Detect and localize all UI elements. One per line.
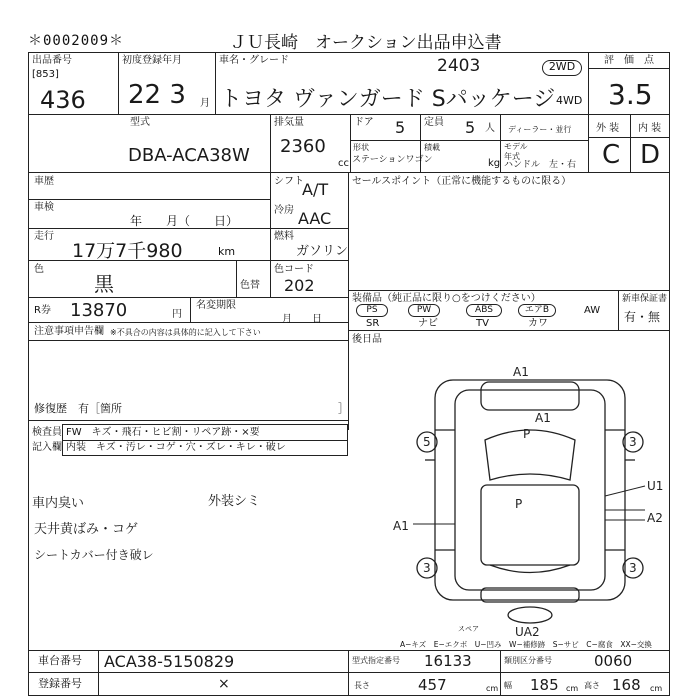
equip-airbag: エアB bbox=[518, 304, 556, 317]
car-name-label: 車名・グレード bbox=[219, 55, 289, 66]
repair-label: 修復歴 有［箇所 bbox=[34, 402, 122, 415]
first-reg-value: 22 3 bbox=[128, 80, 186, 110]
inspector-label-1: 検査員 bbox=[32, 427, 62, 438]
exterior-grade: C bbox=[602, 140, 621, 170]
reg-no-label: 登録番号 bbox=[38, 677, 82, 690]
car-code: 2403 bbox=[437, 56, 481, 76]
length-unit: cm bbox=[486, 684, 499, 693]
equip-abs: ABS bbox=[466, 304, 502, 317]
height-label: 高さ bbox=[584, 681, 600, 690]
mileage-unit: km bbox=[218, 245, 236, 258]
color-code-label: 色コード bbox=[274, 264, 314, 275]
check-exterior: FW キズ・飛石・ヒビ割・リペア跡・×要 bbox=[66, 427, 260, 438]
interior-grade: D bbox=[640, 140, 661, 170]
height-value: 168 bbox=[612, 676, 641, 694]
width-value: 185 bbox=[530, 676, 559, 694]
fuel-label: 燃料 bbox=[274, 231, 294, 242]
damage-mark-right-a2: A2 bbox=[647, 511, 663, 525]
width-unit: cm bbox=[566, 684, 579, 693]
car-damage-diagram bbox=[395, 360, 665, 640]
shift-label: シフト bbox=[274, 176, 304, 187]
note-exterior-stain: 外装シミ bbox=[208, 494, 261, 509]
dealer-label: ディーラー・並行 bbox=[508, 125, 572, 134]
lot-sub: [853] bbox=[32, 69, 59, 80]
load-label: 積載 bbox=[424, 143, 440, 152]
mileage-value: 17万7千980 bbox=[72, 240, 183, 262]
car-name-value: トヨタ ヴァンガード Sパッケージ bbox=[220, 87, 556, 112]
capacity-label: 定員 bbox=[424, 117, 444, 128]
equip-leather: カワ bbox=[528, 318, 548, 329]
chassis-label: 車台番号 bbox=[38, 654, 82, 667]
exterior-grade-label: 外 装 bbox=[596, 123, 620, 134]
notes-sub: ※不具合の内容は具体的に記入して下さい bbox=[110, 328, 261, 337]
wheel-3-left-rear: 3 bbox=[423, 561, 431, 575]
color-change-label: 色替 bbox=[240, 280, 260, 291]
equip-pw: PW bbox=[408, 304, 440, 317]
recycle-label: R券 bbox=[34, 305, 51, 316]
type-num-value: 16133 bbox=[424, 652, 472, 670]
damage-mark-rear: UA2 bbox=[515, 625, 540, 639]
notes-label: 注意事項申告欄 bbox=[34, 326, 104, 337]
note-ceiling: 天井黄ばみ・コゲ bbox=[34, 522, 139, 537]
equip-sr: SR bbox=[366, 318, 380, 329]
damage-mark-left: A1 bbox=[393, 519, 409, 533]
header-serial: ＊0002009＊ bbox=[28, 33, 125, 49]
class-num-label: 類別区分番号 bbox=[504, 656, 552, 665]
inspection-value: 年 月（ 日） bbox=[130, 214, 239, 228]
shape-label: 形状 bbox=[353, 143, 369, 152]
spare-label: スペア bbox=[458, 625, 479, 633]
inspection-label: 車検 bbox=[34, 202, 54, 213]
height-unit: cm bbox=[650, 684, 663, 693]
damage-mark-hood: A1 bbox=[535, 411, 551, 425]
sales-point-label: セールスポイント（正常に機能するものに限る） bbox=[352, 176, 572, 187]
handle-label: ハンドル 左・右 bbox=[504, 160, 577, 170]
first-reg-unit: 月 bbox=[200, 98, 210, 109]
equip-ps: PS bbox=[356, 304, 388, 317]
doors-label: ドア bbox=[354, 117, 374, 128]
damage-mark-p-hood: P bbox=[523, 427, 531, 441]
damage-legend: A−キズ E−エクボ U−凹み W−補修跡 S−サビ C−腐食 XX−交換 bbox=[400, 640, 652, 649]
wheel-3-right: 3 bbox=[629, 435, 637, 449]
displacement-value: 2360 bbox=[280, 136, 326, 157]
damage-mark-front: A1 bbox=[513, 365, 529, 379]
displacement-label: 排気量 bbox=[274, 117, 304, 128]
inspector-label-2: 記入欄 bbox=[32, 442, 62, 453]
model-value: DBA-ACA38W bbox=[128, 145, 250, 166]
equip-navi: ナビ bbox=[418, 318, 438, 329]
mileage-label: 走行 bbox=[34, 231, 54, 242]
first-reg-label: 初度登録年月 bbox=[122, 55, 182, 66]
history-label: 車歴 bbox=[34, 176, 54, 187]
new-warranty-value: 有・無 bbox=[624, 310, 661, 324]
lot-label: 出品番号 bbox=[32, 55, 72, 66]
rating-label: 評 価 点 bbox=[604, 55, 654, 66]
new-warranty-label: 新車保証書 bbox=[622, 294, 668, 304]
drive-2wd: 2WD bbox=[542, 60, 582, 76]
check-interior: 内装 キズ・汚レ・コゲ・穴・ズレ・キレ・破レ bbox=[66, 442, 286, 453]
color-value: 黒 bbox=[94, 272, 114, 296]
equipment-label: 装備品（純正品に限り○をつけください） bbox=[352, 293, 541, 304]
doors-value: 5 bbox=[395, 118, 406, 137]
reg-no-value: × bbox=[218, 676, 230, 692]
interior-grade-label: 内 装 bbox=[638, 123, 662, 134]
lot-number: 436 bbox=[40, 86, 86, 114]
displacement-unit: cc bbox=[338, 158, 349, 169]
name-change-unit: 月 日 bbox=[282, 314, 322, 325]
ac-label: 冷房 bbox=[274, 205, 294, 216]
shape-value: ステーションワゴン bbox=[352, 155, 433, 165]
note-seatcover: シートカバー付き破レ bbox=[34, 548, 154, 562]
name-change-label: 名変期限 bbox=[196, 300, 236, 311]
load-unit: kg bbox=[488, 158, 501, 169]
recycle-unit: 円 bbox=[172, 309, 182, 320]
shift-value: A/T bbox=[302, 180, 329, 199]
color-label: 色 bbox=[34, 264, 44, 275]
fuel-value: ガソリン bbox=[296, 244, 349, 259]
length-label: 長さ bbox=[354, 681, 370, 690]
equip-aw: AW bbox=[584, 305, 601, 316]
drive-4wd: 4WD bbox=[556, 94, 583, 107]
wheel-3-right-rear: 3 bbox=[629, 561, 637, 575]
class-num-value: 0060 bbox=[594, 652, 633, 670]
note-odor: 車内臭い bbox=[32, 496, 85, 511]
rear-seat-label: 後日品 bbox=[352, 334, 382, 345]
repair-end: ］ bbox=[338, 402, 349, 415]
capacity-value: 5 bbox=[465, 118, 476, 137]
rating-value: 3.5 bbox=[608, 78, 653, 111]
form-title: ＪＵ長崎 オークション出品申込書 bbox=[230, 33, 502, 53]
capacity-unit: 人 bbox=[485, 123, 495, 134]
ac-value: AAC bbox=[298, 209, 332, 228]
color-code-value: 202 bbox=[284, 276, 315, 295]
equip-tv: TV bbox=[476, 318, 489, 329]
damage-mark-p-roof: P bbox=[515, 497, 523, 511]
damage-mark-right-u1: U1 bbox=[647, 479, 664, 493]
chassis-value: ACA38-5150829 bbox=[104, 652, 235, 671]
width-label: 幅 bbox=[504, 681, 512, 690]
wheel-5-left: 5 bbox=[423, 435, 431, 449]
type-num-label: 型式指定番号 bbox=[352, 656, 400, 665]
model-year-label: モデル年式 bbox=[504, 142, 528, 161]
length-value: 457 bbox=[418, 676, 447, 694]
model-label: 型式 bbox=[130, 117, 150, 128]
recycle-value: 13870 bbox=[70, 300, 128, 321]
